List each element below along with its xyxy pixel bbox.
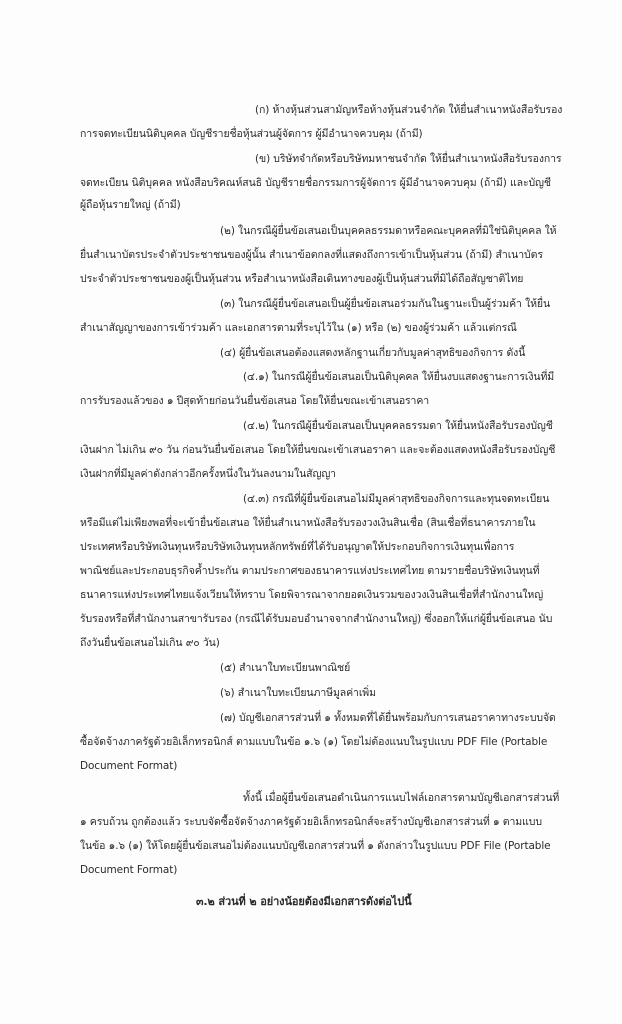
text-line: ประจำตัวประชาชนของผู้เป็นหุ้นส่วน หรือสำเนาหนังสือเดินทางของผู้เป็นหุ้นส่วนที่มิได้ถือสัญชาติไทย (80, 273, 524, 285)
text-line: Document Format) (80, 864, 178, 876)
text-line: ผู้ถือหุ้นรายใหญ่ (ถ้ามี) (80, 199, 181, 211)
item-4-2: (๔.๒) ในกรณีผู้ยื่นข้อเสนอเป็นบุคคลธรรมดา ให้ยื่นหนังสือรับรองบัญชี (243, 420, 553, 432)
text-line: ซื้อจัดจ้างภาครัฐด้วยอิเล็กทรอนิกส์ ตามแบบในข้อ ๑.๖ (๑) โดยไม่ต้องแนบในรูปแบบ PDF File (Portable (80, 736, 548, 748)
text-line: การรับรองแล้วของ ๑ ปีสุดท้ายก่อนวันยื่นข้อเสนอ โดยให้ยื่นขณะเข้าเสนอราคา (80, 395, 430, 407)
text-line: รับรองหรือที่สำนักงานสาขารับรอง (กรณีได้รับมอบอำนาจจากสำนักงานใหญ่) ซึ่งออกให้แก่ผู้ยื่นข้อเสนอ นับ (80, 613, 553, 625)
text-line: จดทะเบียน นิติบุคคล หนังสือบริคณห์สนธิ บัญชีรายชื่อกรรมการผู้จัดการ ผู้มีอำนาจควบคุม (ถ้ามี) และบัญชี (80, 177, 551, 189)
text-line: Document Format) (80, 760, 178, 772)
text-line: ถึงวันยื่นข้อเสนอไม่เกิน ๙๐ วัน) (80, 637, 220, 649)
text-line: การจดทะเบียนนิติบุคคล บัญชีรายชื่อหุ้นส่วนผู้จัดการ ผู้มีอำนาจควบคุม (ถ้ามี) (80, 128, 423, 140)
text-line: ประเทศหรือบริษัทเงินทุนหรือบริษัทเงินทุนหลักทรัพย์ที่ได้รับอนุญาตให้ประกอบกิจการเงินทุนเพื่อการ (80, 541, 515, 553)
text-line: ในข้อ ๑.๖ (๑) ให้โดยผู้ยื่นข้อเสนอไม่ต้องแนบบัญชีเอกสารส่วนที่ ๑ ดังกล่าวในรูปแบบ PDF File (Portable (80, 840, 551, 852)
text-line: ธนาคารแห่งประเทศไทยแจ้งเวียนให้ทราบ โดยพิจารณาจากยอดเงินรวมของวงเงินสินเชื่อที่สำนักงานใหญ่ (80, 589, 544, 601)
text-line: ยื่นสำเนาบัตรประจำตัวประชาชนของผู้นั้น สำเนาข้อตกลงที่แสดงถึงการเข้าเป็นหุ้นส่วน (ถ้ามี) สำเนาบัตร (80, 249, 543, 261)
text-line: เงินฝากที่มีมูลค่าดังกล่าวอีกครั้งหนึ่งในวันลงนามในสัญญา (80, 468, 336, 480)
item-7: (๗) บัญชีเอกสารส่วนที่ ๑ ทั้งหมดที่ได้ยื่นพร้อมกับการเสนอราคาทางระบบจัด (220, 712, 556, 724)
text-line: หรือมีแต่ไม่เพียงพอที่จะเข้ายื่นข้อเสนอ ให้ยื่นสำเนาหนังสือรับรองวงเงินสินเชื่อ (สินเชื่อที่ธนาคารภายใน (80, 517, 536, 529)
item-4: (๔) ผู้ยื่นข้อเสนอต้องแสดงหลักฐานเกี่ยวกับมูลค่าสุทธิของกิจการ ดังนี้ (220, 347, 526, 359)
text-line: เงินฝาก ไม่เกิน ๙๐ วัน ก่อนวันยื่นข้อเสนอ โดยให้ยื่นขณะเข้าเสนอราคา และจะต้องแสดงหนังสือรับรองบัญชี (80, 444, 556, 456)
text-line: สำเนาสัญญาของการเข้าร่วมค้า และเอกสารตามที่ระบุไว้ใน (๑) หรือ (๒) ของผู้ร่วมค้า แล้วแต่กรณี (80, 322, 517, 334)
item-3: (๓) ในกรณีผู้ยื่นข้อเสนอเป็นผู้ยื่นข้อเสนอร่วมกันในฐานะเป็นผู้ร่วมค้า ให้ยื่น (220, 298, 551, 310)
item-ka: (ก) ห้างหุ้นส่วนสามัญหรือห้างหุ้นส่วนจำกัด ให้ยื่นสำเนาหนังสือรับรอง (255, 104, 563, 116)
item-4-1: (๔.๑) ในกรณีผู้ยื่นข้อเสนอเป็นนิติบุคคล ให้ยื่นงบแสดงฐานะการเงินที่มี (243, 371, 555, 383)
item-4-3: (๔.๓) กรณีที่ผู้ยื่นข้อเสนอไม่มีมูลค่าสุทธิของกิจการและทุนจดทะเบียน (243, 493, 550, 505)
item-5: (๕) สำเนาใบทะเบียนพาณิชย์ (220, 662, 351, 674)
text-line: พาณิชย์และประกอบธุรกิจค้ำประกัน ตามประกาศของธนาคารแห่งประเทศไทย ตามรายชื่อบริษัทเงินทุนที่ (80, 565, 540, 577)
item-6: (๖) สำเนาใบทะเบียนภาษีมูลค่าเพิ่ม (220, 687, 376, 699)
section-heading-3-2: ๓.๒ ส่วนที่ ๒ อย่างน้อยต้องมีเอกสารดังต่อไปนี้ (196, 895, 412, 908)
item-kho: (ข) บริษัทจำกัดหรือบริษัทมหาชนจำกัด ให้ยื่นสำเนาหนังสือรับรองการ (255, 153, 562, 165)
text-line: ๑ ครบถ้วน ถูกต้องแล้ว ระบบจัดซื้อจัดจ้างภาครัฐด้วยอิเล็กทรอนิกส์จะสร้างบัญชีเอกสารส่วนที่ ๑ ตามแบบ (80, 816, 542, 828)
item-2: (๒) ในกรณีผู้ยื่นข้อเสนอเป็นบุคคลธรรมดาหรือคณะบุคคลที่มิใช่นิติบุคคล ให้ (220, 225, 557, 237)
note-paragraph: ทั้งนี้ เมื่อผู้ยื่นข้อเสนอดำเนินการแนบไฟล์เอกสารตามบัญชีเอกสารส่วนที่ (243, 792, 560, 804)
